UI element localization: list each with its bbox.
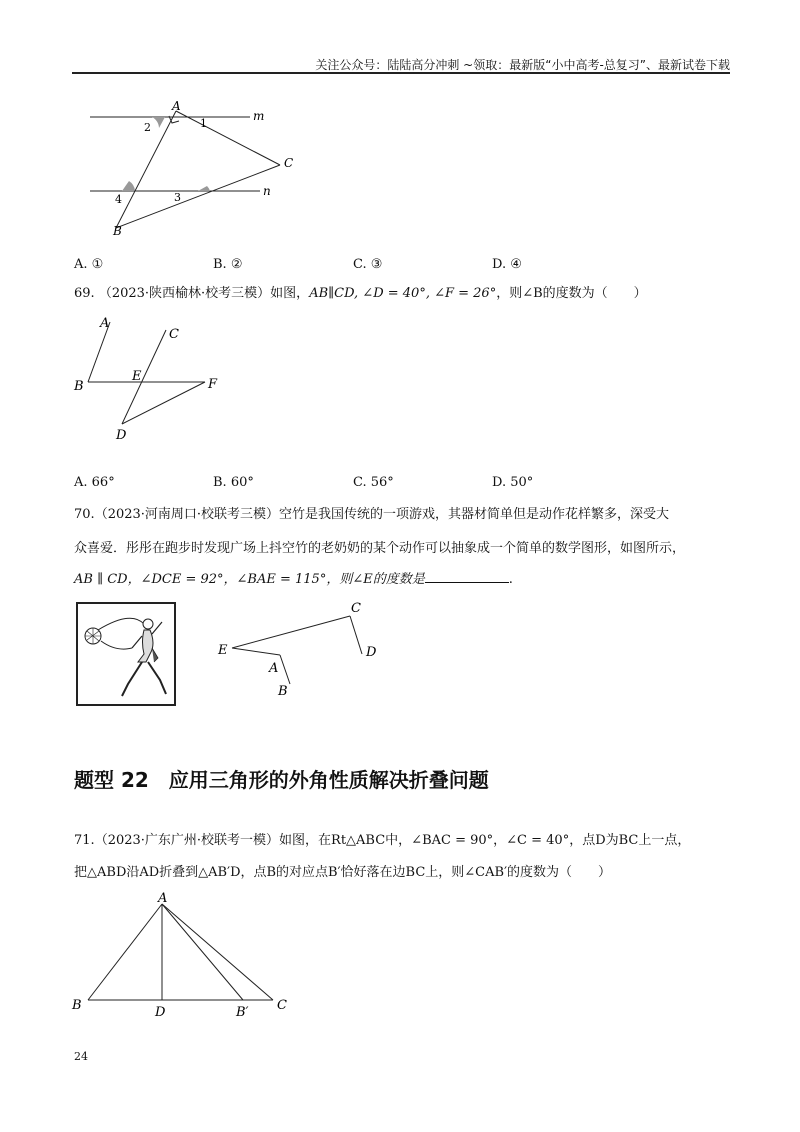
label-A: A [158, 892, 168, 906]
label-B: B [72, 998, 82, 1013]
option-b: B. ② [213, 257, 243, 272]
option-c: C. 56° [353, 475, 394, 490]
label-D: D [155, 1005, 166, 1020]
label-m: m [253, 109, 265, 123]
question-70-line3: AB ∥ CD，∠DCE = 92°，∠BAE = 115°，则∠E的度数是 . [74, 572, 513, 587]
question-69 [74, 285, 647, 303]
answer-blank [425, 570, 509, 583]
question-source: （2023·陕西榆林·校考三模）如图， [98, 286, 310, 301]
option-b: B. 60° [213, 475, 254, 490]
label-C: C [284, 156, 294, 170]
question-71-line2: 把△ABD沿AD折叠到△AB′D，点B的对应点B′恰好落在边BC上，则∠CAB′的度数为（ ） [74, 865, 612, 880]
label-E: E [132, 369, 142, 384]
label-D: D [366, 645, 377, 660]
question-condition: AB∥CD, ∠D = 40°, ∠F = 26° [309, 286, 497, 301]
angle-label-3: 3 [174, 191, 181, 204]
question-70-line1 [74, 506, 669, 524]
option-c: C. ③ [353, 257, 383, 272]
label-E: E [218, 643, 228, 658]
figure-q71 [66, 892, 306, 1020]
question-70-line2: 众喜爱．彤彤在跑步时发现广场上抖空竹的老奶奶的某个动作可以抽象成一个简单的数学图形，如图所示， [74, 541, 686, 556]
header-rule [72, 72, 730, 74]
question-number: 71. [74, 833, 95, 848]
label-C: C [351, 601, 361, 616]
question-number: 69. [74, 286, 95, 301]
question-text: （2023·河南周口·校联考三模）空竹是我国传统的一项游戏，其器材简单但是动作花样繁多，深受大 [94, 507, 670, 522]
figure-q68 [80, 95, 310, 240]
question-text: AB ∥ CD，∠DCE = 92°，∠BAE = 115°，则∠E的度数是 [74, 572, 425, 587]
angle-label-4: 4 [115, 193, 122, 206]
page-header: 关注公众号：陆陆高分冲刺 ~领取：最新版“小中高考-总复习”、最新试卷下载 [315, 58, 730, 72]
question-ask: ，则∠B的度数为（ ） [496, 286, 647, 301]
option-d: D. ④ [492, 257, 522, 272]
label-A: A [100, 316, 110, 331]
section-heading: 题型 22 应用三角形的外角性质解决折叠问题 [74, 768, 489, 792]
label-B-prime: B′ [236, 1005, 249, 1020]
label-B: B [74, 379, 84, 394]
label-B: B [278, 684, 288, 699]
diabolo-illustration [76, 602, 176, 706]
option-a: A. 66° [74, 475, 115, 490]
question-text: （2023·广东广州·校联考一模）如图，在Rt△ABC中，∠BAC = 90°，∠C = 40°，点D为BC上一点， [94, 833, 691, 848]
label-C: C [169, 327, 179, 342]
label-A: A [172, 99, 181, 113]
label-B: B [113, 224, 122, 238]
question-71-line1 [74, 832, 690, 850]
label-C: C [277, 998, 287, 1013]
figure-q70 [210, 598, 390, 702]
angle-label-1: 1 [200, 117, 207, 130]
figure-q69 [70, 312, 240, 447]
option-d: D. 50° [492, 475, 534, 490]
label-n: n [263, 184, 271, 198]
label-F: F [208, 377, 218, 392]
label-A: A [269, 661, 279, 676]
angle-label-2: 2 [144, 121, 151, 134]
option-a: A. ① [74, 257, 104, 272]
question-number: 70. [74, 507, 95, 522]
page-number: 24 [74, 1050, 88, 1063]
label-D: D [116, 428, 127, 443]
